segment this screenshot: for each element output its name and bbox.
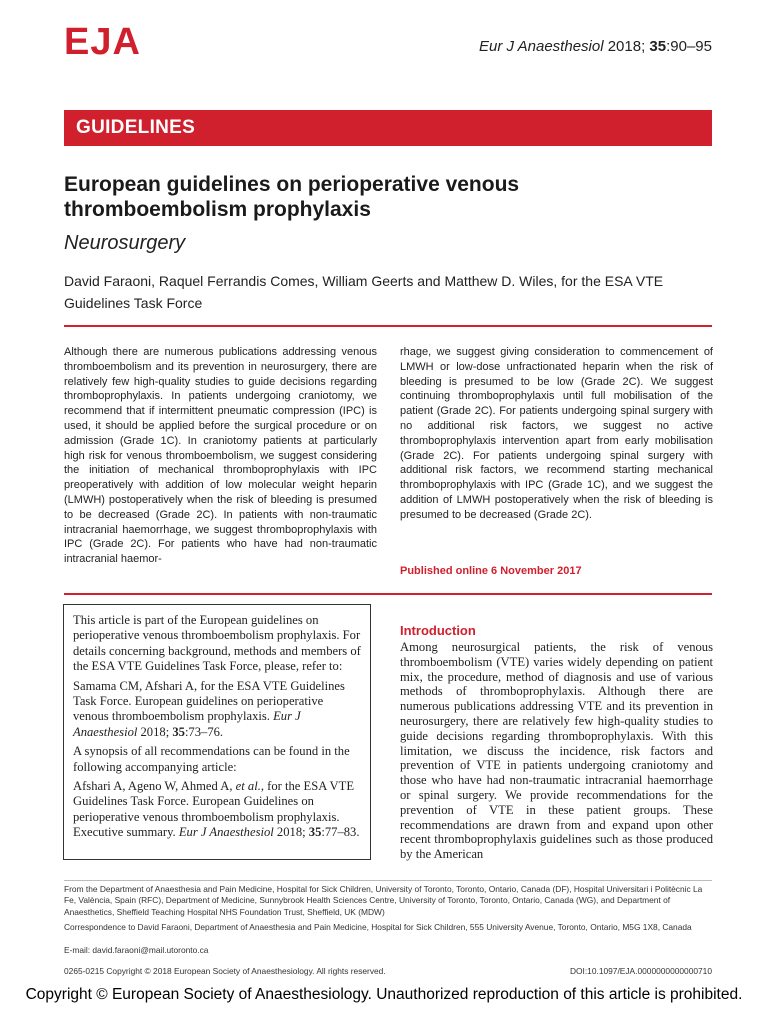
- introduction-text: Among neurosurgical patients, the risk of venous thromboembolism (VTE) varies widely depending on patient mix, the procedure, method of diagnosis and use of various methods of thromboprophylaxis. Although there are numerous publications addressing VTE and its prevention in neurosurgery, there are relatively few high-quality studies to guide decisions regarding thromboprophylaxis. With this limitation, we discuss the incidence, risk factors and prevention of VTE in patients undergoing craniotomy and those who have had non-traumatic intracranial haemorrhage or spinal surgery. We provide recommendations for the prevention of VTE in these patient groups. These recommendations are drawn from and expand upon other recent thromboprophylaxis guidelines such as those produced by the American: [400, 640, 713, 862]
- author-list: David Faraoni, Raquel Ferrandis Comes, William Geerts and Matthew D. Wiles, for the ESA VTE Guidelines Task Force: [64, 273, 664, 311]
- introduction-heading: Introduction: [400, 623, 476, 638]
- ref2-journal: Eur J Anaesthesiol: [178, 825, 274, 840]
- journal-citation: [479, 38, 712, 55]
- series-info-box: [63, 604, 371, 860]
- abstract-column-left: Although there are numerous publications addressing venous thromboembolism and its prevention in neurosurgery, there are relatively few high-quality studies to guide decisions regarding thromboprophylaxis. In patients undergoing craniotomy, we recommend that if intermittent pneumatic compression (IPC) is used, it should be applied before the surgical procedure or on admission (Grade 1C). In craniotomy patients at particularly high risk for venous thromboembolism, we suggest considering the initiation of mechanical thromboprophylaxis with IPC preoperatively with addition of low molecular weight heparin (LMWH) postoperatively when the risk of bleeding is presumed to be decreased (Grade 2C). In patients with non-traumatic intracranial haemorrhage, we suggest thromboprophylaxis with IPC (Grade 2C). For patients who have had non-traumatic intracranial haemor-: [64, 346, 377, 566]
- citation-pages: :90–95: [666, 38, 712, 55]
- box-synopsis: A synopsis of all recommendations can be found in the following accompanying article:: [73, 744, 350, 774]
- correspondence-email: E-mail: david.faraoni@mail.utoronto.ca: [64, 945, 209, 955]
- citation-volume: 35: [649, 38, 667, 55]
- journal-logo: EJA: [64, 21, 141, 63]
- article-title: European guidelines on perioperative venous thromboembolism prophylaxis: [64, 173, 520, 221]
- correspondence: Correspondence to David Faraoni, Department of Anaesthesia and Pain Medicine, Hospital for Sick Children, 555 University Avenue, Toronto, Ontario, M5G 1X8, Canada: [64, 922, 692, 932]
- divider-red: [64, 325, 712, 327]
- ref2-year: 2018;: [273, 825, 309, 840]
- affiliations: From the Department of Anaesthesia and Pain Medicine, Hospital for Sick Children, University of Toronto, Toronto, Ontario, Canada (DF), Hospital Universitari i Politècnic La Fe, València, Spain (RFC), Department of Medicine, Sunnybrook Health Sciences Centre, University of Toronto, Toronto, Ontario, Canada (WG), and Department of Anaesthetics, Sheffield Teaching Hospital NHS Foundation Trust, Sheffield, UK (MDW): [64, 884, 703, 917]
- ref1-year: 2018;: [137, 724, 173, 739]
- abstract-column-right: rhage, we suggest giving consideration to commencement of LMWH or low-dose unfractionated heparin when the risk of bleeding is presumed to be low (Grade 2C). We suggest continuing thromboprophylaxis until full mobilisation of the patient (Grade 2C). For patients undergoing spinal surgery with no additional risk factors, we suggest no active thromboprophylaxis intervention apart from early mobilisation (Grade 2C). For patients undergoing spinal surgery with additional risk factors, we recommend starting mechanical thromboprophylaxis with IPC (Grade 1C), and we suggest the addition of LMWH postoperatively when the risk of bleeding is presumed to be decreased (Grade 2C).: [400, 346, 713, 521]
- issn-copyright: 0265-0215 Copyright © 2018 European Society of Anaesthesiology. All rights reserved.: [64, 966, 386, 976]
- divider-red: [64, 593, 712, 595]
- doi: DOI:10.1097/EJA.0000000000000710: [569, 966, 712, 976]
- ref2-etal: et al.: [235, 779, 261, 794]
- published-date: Published online 6 November 2017: [400, 565, 582, 577]
- divider-grey: [64, 880, 712, 881]
- box-intro: This article is part of the European guidelines on perioperative venous thromboembolism prophylaxis. For details concerning background, methods and members of the ESA VTE Guidelines Task Force, please, refer to:: [73, 613, 361, 674]
- ref2-authors: Afshari A, Ageno W, Ahmed A,: [73, 779, 236, 794]
- box-reference-1: [73, 679, 361, 741]
- ref1-text: Samama CM, Afshari A, for the ESA VTE Guidelines Task Force. European guidelines on perioperative venous thromboembolism prophylaxis.: [73, 678, 345, 724]
- citation-journal: Eur J Anaesthesiol: [479, 38, 604, 55]
- box-reference-2: [73, 779, 361, 841]
- copyright-notice: Copyright © European Society of Anaesthesiology. Unauthorized reproduction of this article is prohibited.: [25, 986, 743, 1003]
- citation-year: 2018;: [603, 38, 650, 55]
- section-banner: [64, 110, 712, 146]
- ref1-pages: :73–76.: [184, 724, 224, 739]
- ref1-journal: Eur J Anaesthesiol: [73, 709, 301, 739]
- section-banner-label: GUIDELINES: [76, 117, 196, 138]
- ref2-volume: 35: [308, 825, 322, 840]
- article-subtitle: Neurosurgery: [64, 232, 186, 254]
- ref2-pages: :77–83.: [321, 825, 360, 840]
- ref1-volume: 35: [172, 724, 185, 739]
- ref2-text: , for the ESA VTE Guidelines Task Force. European Guidelines on perioperative venous thromboembolism prophylaxis. Executive summary.: [73, 779, 355, 840]
